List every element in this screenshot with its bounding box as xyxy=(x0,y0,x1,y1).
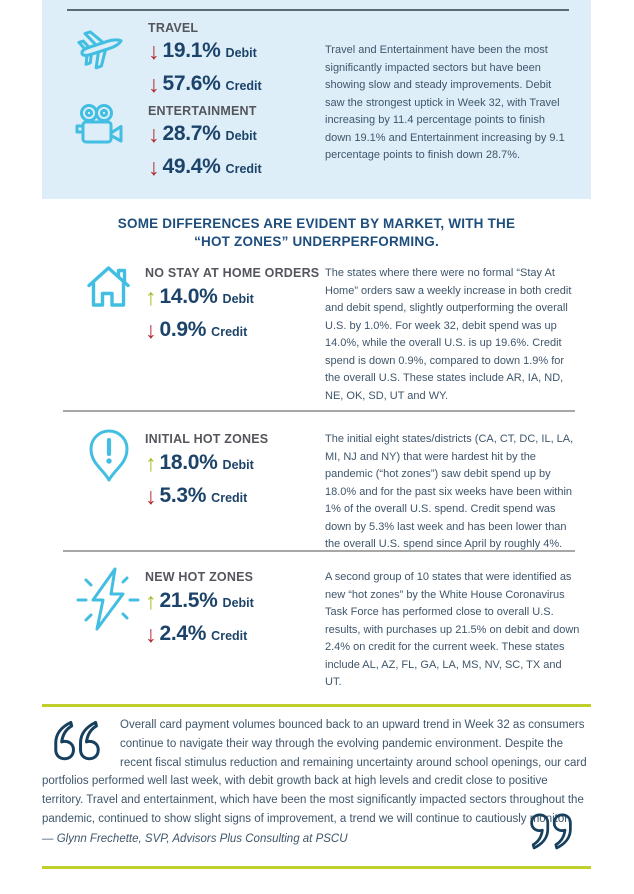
stat-value: 28.7% xyxy=(162,122,221,145)
travel-debit-stat xyxy=(148,38,338,64)
stat-value: 5.3% xyxy=(159,484,207,507)
close-quote-icon xyxy=(525,810,577,852)
executive-quote xyxy=(42,716,591,848)
credit-stat xyxy=(145,317,325,343)
arrow-down-icon: ↓ xyxy=(145,482,157,509)
stat-unit: Credit xyxy=(211,325,248,339)
section-divider xyxy=(63,410,575,412)
stat-unit: Debit xyxy=(222,292,254,306)
arrow-up-icon: ↑ xyxy=(145,283,157,310)
stat-value: 19.1% xyxy=(162,39,221,62)
quote-text: Overall card payment volumes bounced back to an upward trend in Week 32 as consumers continue to navigate their way through the evolving pandemic environment. Despite the recent fiscal stimulus reduction and remaining uncertainty around school openings, our card portfolios performed well last week, with debit growth back at high levels and credit close to positive territory. Travel and entertainment, which have been the most significantly impacted sectors throughout the pandemic, continued to show slight signs of improvement, a trend we will continue to cautiously monitor. xyxy=(42,719,587,825)
travel-entertainment-panel xyxy=(42,0,591,199)
row-title: NEW HOT ZONES xyxy=(145,570,254,584)
no-stay-stats xyxy=(145,266,325,350)
stat-value: 0.9% xyxy=(159,318,207,341)
row-title: NO STAY AT HOME ORDERS xyxy=(145,266,320,280)
travel-entertainment-paragraph: Travel and Entertainment have been the most significantly impacted sectors but have been showing slow and steady improvements. Debit saw the strongest uptick in Week 32, with Travel increasing by 11.4 percentage points to finish down 19.1% and Entertainment increasing by 9.1 percentage points to finish down 28.7%. xyxy=(325,44,565,161)
entertainment-debit-stat xyxy=(148,121,338,147)
arrow-up-icon: ↑ xyxy=(145,449,157,476)
initial-hot-zones-paragraph: The initial eight states/districts (CA, CT, DC, IL, LA, MI, NJ and NY) that were hardest hit by the pandemic (“hot zones”) saw debit spend up by 18.0% and for the past six weeks have been within 1% of the overall U.S. spend. Credit spend was down by 5.3% last week and has been lower than the overall U.S. spend since April by roughly 4%. xyxy=(325,433,574,550)
stat-unit: Debit xyxy=(225,129,257,143)
page-bottom-divider xyxy=(42,866,591,869)
stat-value: 57.6% xyxy=(162,72,221,95)
stat-value: 14.0% xyxy=(159,285,218,308)
stat-unit: Credit xyxy=(211,629,248,643)
airplane-icon xyxy=(74,22,130,72)
entertainment-credit-stat xyxy=(148,154,338,180)
stat-value: 18.0% xyxy=(159,451,218,474)
map-pin-alert-icon xyxy=(88,428,130,484)
arrow-down-icon: ↓ xyxy=(148,153,160,180)
stat-unit: Credit xyxy=(225,79,262,93)
debit-stat xyxy=(145,450,325,476)
arrow-down-icon: ↓ xyxy=(145,620,157,647)
new-hot-zones-stats xyxy=(145,570,325,654)
stat-unit: Debit xyxy=(225,46,257,60)
stat-value: 2.4% xyxy=(159,622,207,645)
travel-label: TRAVEL xyxy=(148,21,199,35)
arrow-down-icon: ↓ xyxy=(148,120,160,147)
arrow-down-icon: ↓ xyxy=(148,37,160,64)
lightning-icon xyxy=(75,564,141,638)
section-heading-line1: SOME DIFFERENCES ARE EVIDENT BY MARKET, WITH THE xyxy=(117,216,516,231)
stat-unit: Credit xyxy=(225,162,262,176)
panel-top-rule xyxy=(67,9,569,11)
arrow-up-icon: ↑ xyxy=(145,587,157,614)
stat-unit: Debit xyxy=(222,458,254,472)
entertainment-label: ENTERTAINMENT xyxy=(148,104,257,118)
travel-stats xyxy=(148,21,338,104)
travel-credit-stat xyxy=(148,71,338,97)
stat-value: 49.4% xyxy=(162,155,221,178)
credit-stat xyxy=(145,483,325,509)
stat-value: 21.5% xyxy=(159,589,218,612)
no-stay-paragraph: The states where there were no formal “Stay At Home” orders saw a weekly increase in both credit and debit spend, slightly outperforming the overall U.S. by 1.0%. For week 32, debit spend was up 14.0%, while the overall U.S. is up 19.6%. Credit spend is down 0.9%, compared to down 1.9% for the overall U.S. These states include AR, IA, ND, NE, OK, SD, UT and WY. xyxy=(325,267,572,402)
movie-camera-icon xyxy=(74,102,126,152)
section-divider xyxy=(63,550,575,552)
arrow-down-icon: ↓ xyxy=(148,70,160,97)
stat-unit: Debit xyxy=(222,596,254,610)
entertainment-stats xyxy=(148,104,338,187)
section-heading-line2: “HOT ZONES” UNDERPERFORMING. xyxy=(194,234,439,249)
new-hot-zones-paragraph: A second group of 10 states that were identified as new “hot zones” by the White House Coronavirus Task Force has performed close to overall U.S. results, with purchases up 21.5% on debit and down 2.4% on credit for the current week. These states include AL, AZ, FL, GA, LA, MS, NV, SC, TX and UT. xyxy=(325,571,580,688)
section-heading xyxy=(42,215,591,251)
row-title: INITIAL HOT ZONES xyxy=(145,432,269,446)
quote-attribution: — Glynn Frechette, SVP, Advisors Plus Consulting at PSCU xyxy=(42,832,348,845)
open-quote-icon xyxy=(48,718,106,764)
house-icon xyxy=(85,263,132,310)
stat-unit: Credit xyxy=(211,491,248,505)
arrow-down-icon: ↓ xyxy=(145,316,157,343)
debit-stat xyxy=(145,284,325,310)
quote-divider-top xyxy=(42,704,591,707)
credit-stat xyxy=(145,621,325,647)
initial-hot-zones-stats xyxy=(145,432,325,516)
debit-stat xyxy=(145,588,325,614)
